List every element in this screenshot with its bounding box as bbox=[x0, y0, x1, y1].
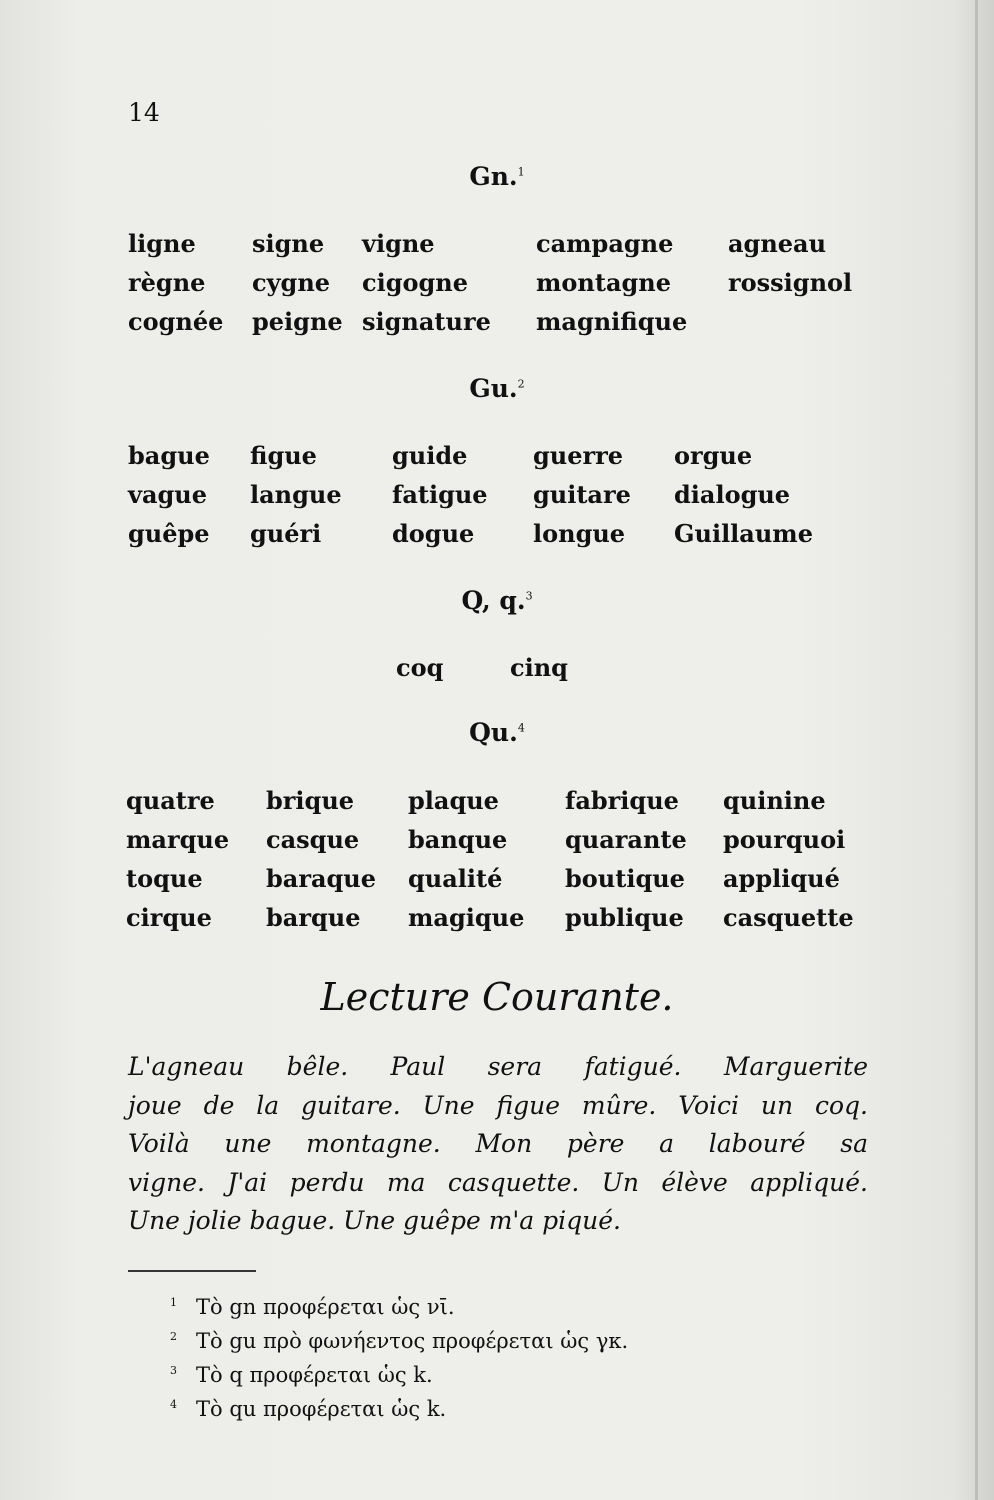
word: dialogue bbox=[674, 480, 791, 509]
word: casquette bbox=[723, 903, 854, 932]
word: règne bbox=[128, 268, 206, 297]
word: pourquoi bbox=[723, 825, 846, 854]
word: toque bbox=[126, 864, 203, 893]
footnote-text: Τὸ gu πρὸ φωνήεντος προφέρεται ὡς γκ. bbox=[196, 1329, 629, 1353]
heading-qu-title: Qu. bbox=[469, 718, 518, 747]
heading-qu-mark: 4 bbox=[517, 721, 525, 735]
heading-q bbox=[0, 586, 994, 615]
footnote-rule bbox=[128, 1270, 256, 1272]
word: cirque bbox=[126, 903, 212, 932]
word: appliqué bbox=[723, 864, 840, 893]
word: bague bbox=[128, 441, 210, 470]
word: cognée bbox=[128, 307, 224, 336]
footnote-text: Τὸ q προφέρεται ὡς k. bbox=[196, 1363, 433, 1387]
heading-gn-title: Gn. bbox=[469, 162, 518, 191]
footnote-number: 1 bbox=[170, 1296, 177, 1309]
heading-q-mark: 3 bbox=[525, 589, 533, 603]
word: cinq bbox=[510, 653, 568, 682]
word: orgue bbox=[674, 441, 753, 470]
footnote-number: 4 bbox=[170, 1398, 177, 1411]
word: coq bbox=[396, 653, 444, 682]
word: Guillaume bbox=[674, 519, 813, 548]
word: quarante bbox=[565, 825, 687, 854]
heading-gu-title: Gu. bbox=[469, 374, 518, 403]
word: fatigue bbox=[392, 480, 488, 509]
word: cygne bbox=[252, 268, 331, 297]
heading-qu bbox=[0, 718, 994, 747]
word: quatre bbox=[126, 786, 215, 815]
footnote-text: Τὸ gn προφέρεται ὡς νῑ. bbox=[196, 1295, 455, 1319]
word: signe bbox=[252, 229, 325, 258]
page-number: 14 bbox=[128, 98, 160, 127]
heading-gn bbox=[0, 162, 994, 191]
word: vigne bbox=[362, 229, 435, 258]
word: peigne bbox=[252, 307, 343, 336]
heading-gn-mark: 1 bbox=[517, 165, 525, 179]
word: fabrique bbox=[565, 786, 679, 815]
word: publique bbox=[565, 903, 684, 932]
word: baraque bbox=[266, 864, 377, 893]
word: agneau bbox=[728, 229, 827, 258]
word: casque bbox=[266, 825, 360, 854]
word: marque bbox=[126, 825, 230, 854]
heading-gu-mark: 2 bbox=[517, 377, 525, 391]
page-edge bbox=[975, 0, 978, 1500]
word: magnifique bbox=[536, 307, 688, 336]
reading-passage bbox=[128, 1048, 868, 1241]
word: guide bbox=[392, 441, 468, 470]
word: ligne bbox=[128, 229, 196, 258]
heading-q-title: Q, q. bbox=[461, 586, 526, 615]
footnote-text: Τὸ qu προφέρεται ὡς k. bbox=[196, 1397, 447, 1421]
word: figue bbox=[250, 441, 317, 470]
word: dogue bbox=[392, 519, 475, 548]
word: campagne bbox=[536, 229, 674, 258]
passage-line: joue de la guitare. Une figue mûre. Voici un coq. bbox=[128, 1090, 868, 1120]
word: cigogne bbox=[362, 268, 469, 297]
word: barque bbox=[266, 903, 361, 932]
word: signature bbox=[362, 307, 491, 336]
word: guerre bbox=[533, 441, 624, 470]
word: quinine bbox=[723, 786, 826, 815]
word: magique bbox=[408, 903, 525, 932]
word: banque bbox=[408, 825, 508, 854]
heading-gu bbox=[0, 374, 994, 403]
word: longue bbox=[533, 519, 626, 548]
word: plaque bbox=[408, 786, 499, 815]
word: qualité bbox=[408, 864, 503, 893]
word: montagne bbox=[536, 268, 671, 297]
passage-line: vigne. J'ai perdu ma casquette. Un élève appliqué. bbox=[128, 1167, 868, 1197]
footnote-number: 3 bbox=[170, 1364, 177, 1377]
word: guitare bbox=[533, 480, 631, 509]
word: rossignol bbox=[728, 268, 853, 297]
lecture-title: Lecture Courante. bbox=[320, 975, 674, 1019]
passage-line: Une jolie bague. Une guêpe m'a piqué. bbox=[128, 1206, 621, 1235]
footnote-number: 2 bbox=[170, 1330, 177, 1343]
word: langue bbox=[250, 480, 342, 509]
passage-line: L'agneau bêle. Paul sera fatigué. Marguerite bbox=[128, 1052, 868, 1081]
word: brique bbox=[266, 786, 355, 815]
word: guéri bbox=[250, 519, 322, 548]
word: boutique bbox=[565, 864, 685, 893]
word: guêpe bbox=[128, 519, 210, 548]
word: vague bbox=[128, 480, 207, 509]
passage-line: Voilà une montagne. Mon père a labouré sa bbox=[128, 1129, 868, 1158]
